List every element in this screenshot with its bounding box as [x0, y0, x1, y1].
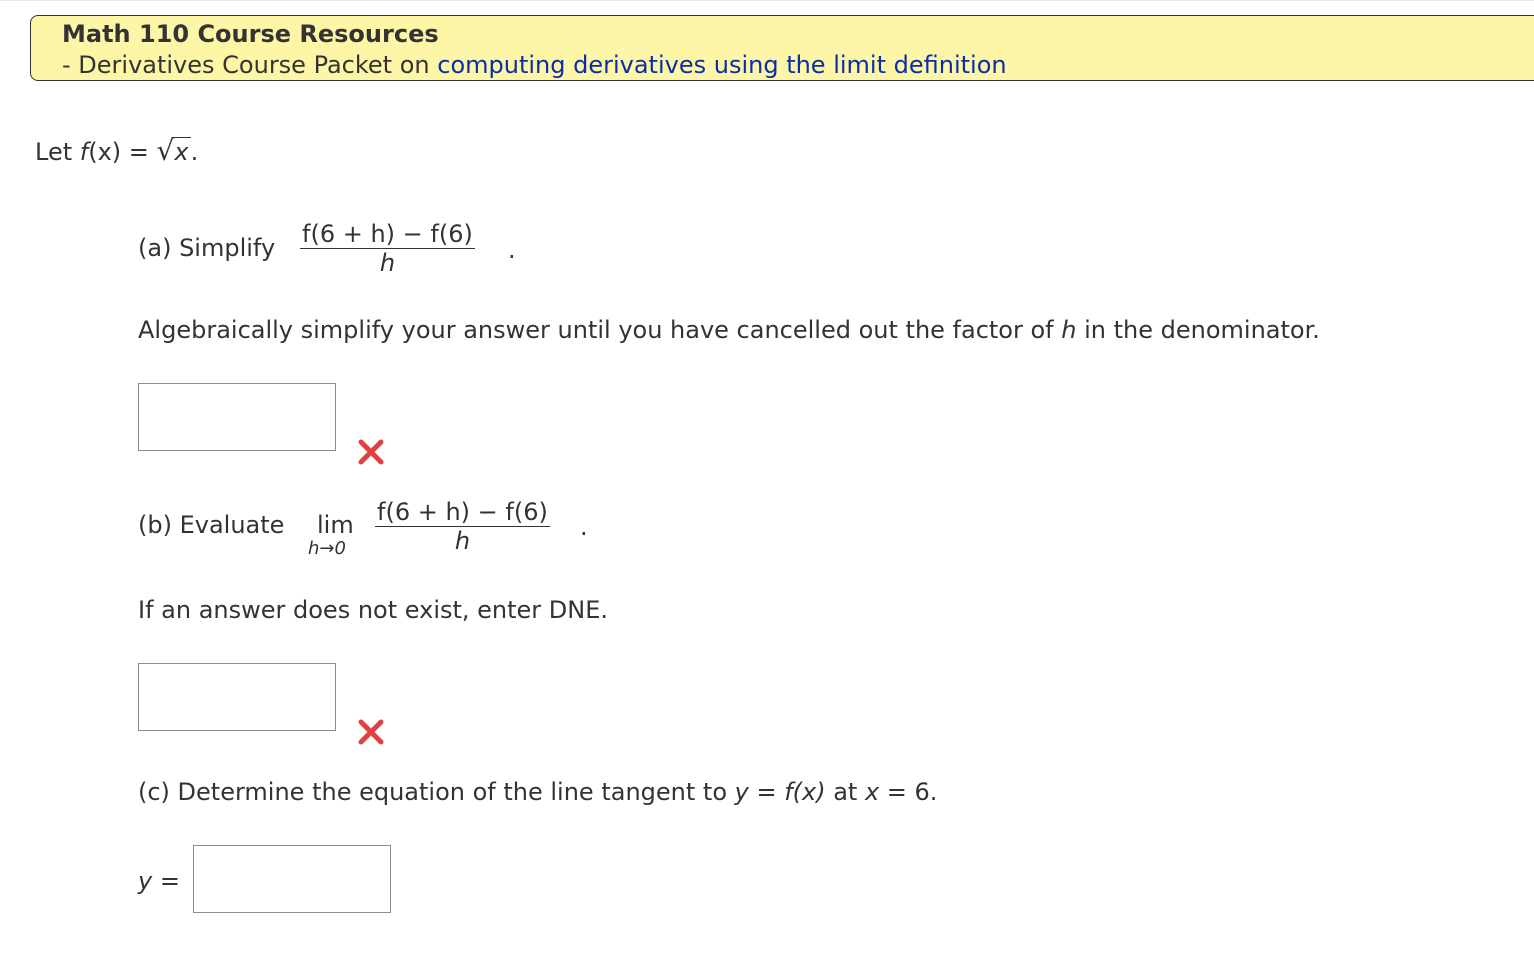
part-c-fx: f(x)	[784, 778, 826, 806]
part-c-y: y	[734, 778, 749, 806]
part-b-denominator: h	[454, 527, 471, 555]
intro-f: f	[79, 138, 89, 166]
part-c-answer-box	[193, 845, 391, 913]
part-b-answer-input[interactable]	[139, 664, 335, 730]
part-c-answer-equals: =	[152, 867, 180, 895]
part-a-instruction	[138, 316, 1320, 344]
course-packet-line	[62, 51, 1007, 79]
part-a-label: (a) Simplify	[138, 234, 276, 262]
part-b-instruction: If an answer does not exist, enter DNE.	[138, 596, 609, 624]
part-a-numerator: f(6 + h) − f(6)	[302, 220, 473, 248]
part-c-equals: =	[748, 778, 785, 806]
intro-period: .	[190, 138, 199, 166]
part-c-end: = 6.	[879, 778, 938, 806]
part-a-instruction-end: in the denominator.	[1076, 316, 1320, 344]
part-c-question	[138, 778, 937, 806]
part-a-answer-input[interactable]	[139, 384, 335, 450]
limit-operator: lim	[317, 511, 354, 539]
part-a-instruction-text: Algebraically simplify your answer until you have cancelled out the factor of	[138, 316, 1062, 344]
limit-definition-link[interactable]: computing derivatives using the limit definition	[437, 51, 1007, 79]
function-definition	[35, 134, 198, 167]
course-packet-prefix: - Derivatives Course Packet on	[62, 51, 438, 79]
part-a-difference-quotient	[300, 220, 475, 277]
sqrt-expression	[157, 134, 191, 167]
part-c-x: x	[864, 778, 880, 806]
radicand: x	[174, 138, 189, 166]
part-a-incorrect-icon	[357, 438, 385, 466]
part-c-text: (c) Determine the equation of the line tangent to	[138, 778, 735, 806]
part-c-answer-input[interactable]	[194, 846, 390, 912]
top-divider	[0, 0, 1534, 1]
part-b-difference-quotient	[375, 498, 550, 555]
part-b-incorrect-icon	[357, 718, 385, 746]
part-a-answer-box	[138, 383, 336, 451]
radical-sign: √	[156, 134, 175, 167]
intro-let: Let	[35, 138, 80, 166]
course-resources-title: Math 110 Course Resources	[62, 20, 439, 48]
part-a-period: .	[508, 236, 516, 264]
part-b-label: (b) Evaluate	[138, 511, 285, 539]
part-b-period: .	[580, 513, 588, 541]
part-c-at: at	[825, 778, 865, 806]
part-a-denominator: h	[379, 249, 396, 277]
part-b-numerator: f(6 + h) − f(6)	[377, 498, 548, 526]
intro-fx: (x) =	[88, 138, 157, 166]
course-resources-banner	[30, 15, 1534, 81]
part-c-answer-y: y	[138, 867, 153, 895]
part-a-instruction-var: h	[1061, 316, 1077, 344]
part-b-answer-box	[138, 663, 336, 731]
part-c-answer-label	[138, 867, 180, 895]
limit-subscript: h→0	[308, 538, 346, 559]
